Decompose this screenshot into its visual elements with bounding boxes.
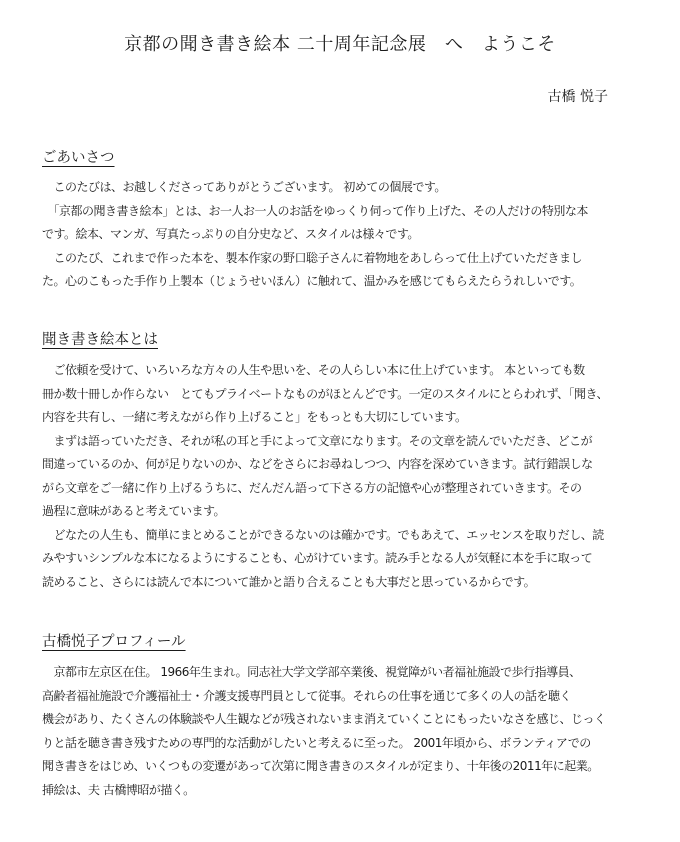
text-line: 冊か数十冊しか作らない とてもプライベートなものがほとんどです。一定のスタイルにとらわれず、「聞き、: [42, 386, 609, 401]
section-heading-about: 聞き書き絵本とは: [42, 332, 158, 348]
section-heading-profile: 古橋悦子プロフィール: [42, 634, 186, 650]
text-line: 「京都の聞き書き絵本」とは、お一人お一人のお話をゆっくり伺って作り上げた、その人だけの特別な本: [42, 203, 588, 218]
text-line: このたびは、お越しくださってありがとうございます。 初めての個展です。: [42, 180, 446, 194]
text-line: 機会があり、たくさんの体験談や人生観などが残されないまま消えていくことにもったいなさを感じ、じっく: [42, 712, 606, 726]
text-line: がら文章をご一緒に作り上げるうちに、だんだん語って下さる方の記憶や心が整理されていきます。その: [42, 480, 582, 495]
text-line: 間違っているのか、何が足りないのか、などをさらにお尋ねしつつ、内容を深めていきます。試行錯誤しな: [42, 457, 593, 471]
text-line: まずは語っていただき、それが私の耳と手によって文章になります。その文章を読んでいただき、どこが: [42, 433, 593, 448]
text-line: です。絵本、マンガ、写真たっぷりの自分史など、スタイルは様々です。: [42, 227, 419, 241]
section-heading-greeting: ごあいさつ: [42, 150, 115, 166]
section-body-greeting: [42, 176, 620, 294]
text-line: 内容を共有し、一緒に考えながら作り上げること」をもっとも大切にしています。: [42, 410, 467, 424]
text-line: みやすいシンプルな本になるようにすることも、心がけています。読み手となる人が気軽に本を手に取って: [42, 551, 593, 565]
text-line: た。心のこもった手作り上製本（じょうせいほん）に触れて、温かみを感じてもらえたらうれしいです。: [42, 274, 582, 288]
section-body-about: [42, 359, 620, 594]
text-line: 挿絵は、夫 古橋博昭が描く。: [42, 782, 195, 797]
text-line: このたび、これまで作った本を、製本作家の野口聡子さんに着物地をあしらって仕上げていただきまし: [42, 250, 583, 265]
text-line: 聞き書きをはじめ、いくつもの変遷があって次第に聞き書きのスタイルが定まり、十年後の2011年に起業。: [42, 759, 599, 773]
text-line: 高齢者福祉施設で介護福祉士・介護支援専門員として従事。それらの仕事を通じて多くの人の話を聴く: [42, 688, 572, 703]
text-line: どなたの人生も、簡単にまとめることができるないのは確かです。でもあえて、エッセンスを取りだし、読: [42, 527, 604, 542]
section-body-profile: [42, 661, 620, 802]
text-line: りと話を聴き書き残すための専門的な活動がしたいと考えるに至った。 2001年頃から、ボランティアでの: [42, 735, 591, 750]
text-line: 過程に意味があると考えています。: [42, 504, 226, 518]
text-line: 読めること、さらには読んで本について誰かと語り合えることも大事だと思っているからです。: [42, 574, 536, 589]
author-name: 古橋 悦子: [547, 89, 608, 105]
text-line: 京都市左京区在住。 1966年生まれ。同志社大学文学部卒業後、視覚障がい者福祉施設で歩行指導員、: [42, 665, 581, 679]
text-line: ご依頼を受けて、いろいろな方々の人生や思いを、その人らしい本に仕上げています。 本といっても数: [42, 363, 585, 377]
document-title: 京都の聞き書き絵本 二十周年記念展 へ ようこそ: [124, 34, 556, 55]
